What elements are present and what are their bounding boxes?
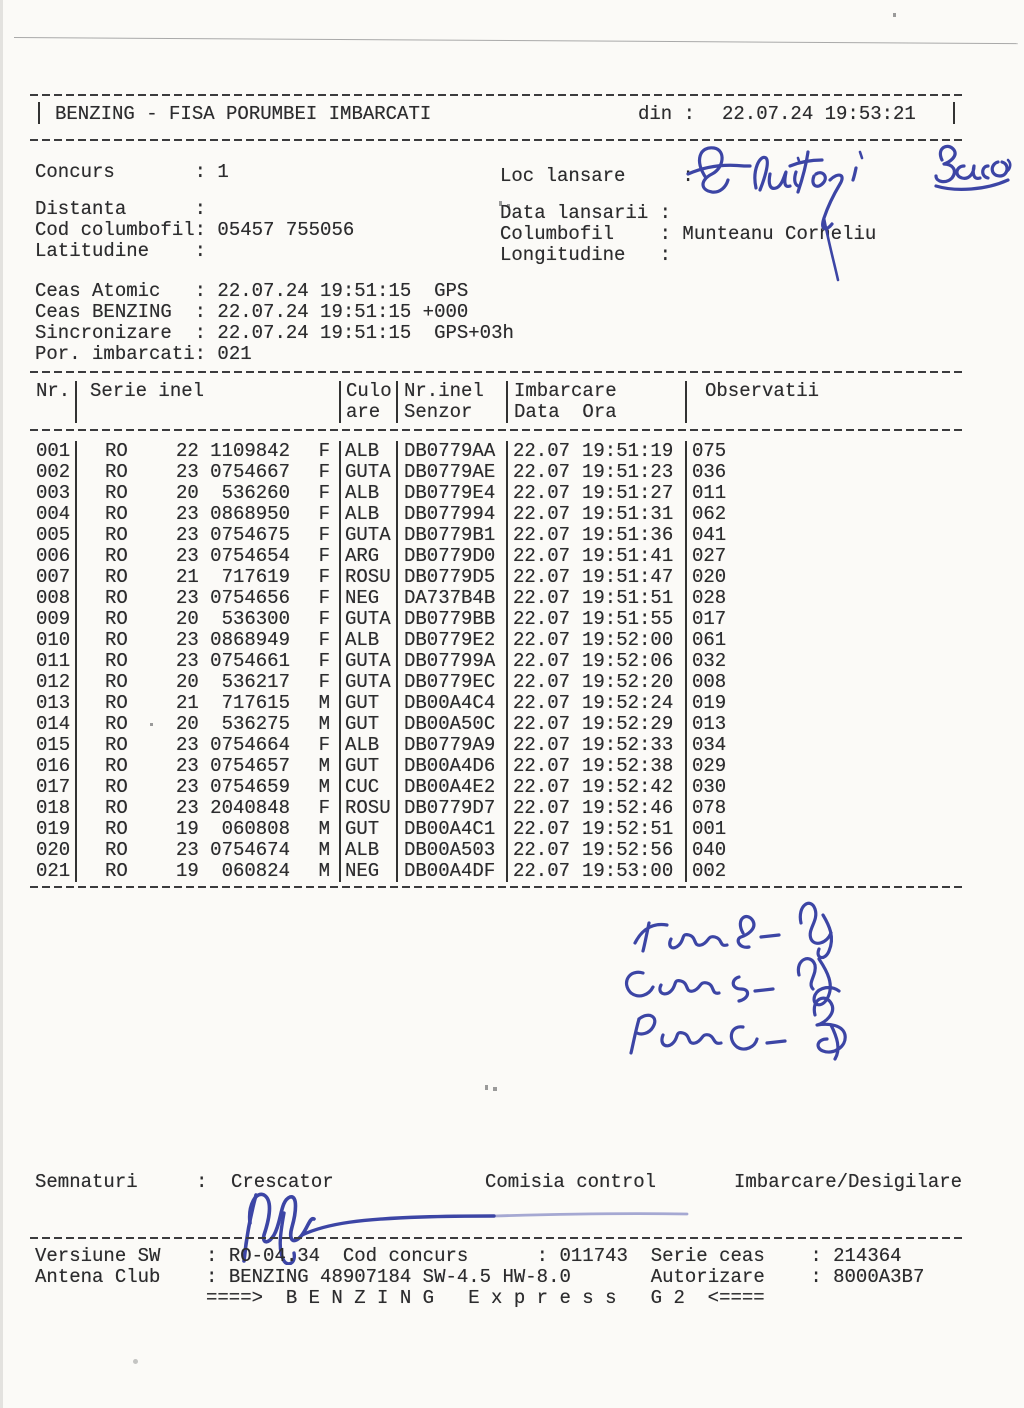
row-serie-inel bbox=[77, 672, 341, 693]
row-serie-inel bbox=[77, 525, 341, 546]
row-serie-inel bbox=[77, 756, 341, 777]
crescator-label: Crescator bbox=[231, 1171, 334, 1193]
row-serie-inel bbox=[77, 630, 341, 651]
row-observatii: 075 bbox=[692, 440, 727, 462]
row-sensor-id: DB0779D0 bbox=[398, 546, 508, 567]
row-sensor-id: DB0779BB bbox=[398, 609, 508, 630]
row-imbarcare-datetime bbox=[508, 525, 687, 546]
longitudine-field: Longitudine : bbox=[500, 244, 672, 266]
pigeon-sex: F bbox=[318, 734, 330, 756]
row-nr: 001 bbox=[35, 441, 77, 462]
imbarcare-time: 19:51:51 bbox=[582, 587, 674, 609]
imbarcare-time: 19:51:55 bbox=[582, 608, 674, 630]
row-imbarcare-datetime bbox=[508, 483, 687, 504]
din-label: din : bbox=[638, 103, 696, 125]
row-serie-inel bbox=[77, 546, 341, 567]
row-color: GUT bbox=[341, 756, 398, 777]
pigeon-sex: M bbox=[318, 776, 330, 798]
row-color: ALB bbox=[341, 840, 398, 861]
row-sensor-id: DB0779EC bbox=[398, 672, 508, 693]
ring-country: RO bbox=[105, 503, 128, 525]
row-nr: 017 bbox=[35, 777, 77, 798]
imbarcare-date: 22.07 bbox=[513, 734, 571, 756]
row-color: CUC bbox=[341, 777, 398, 798]
row-observatii: 019 bbox=[692, 692, 727, 714]
row-nr: 012 bbox=[35, 672, 77, 693]
row-sensor-id: DB00A4C1 bbox=[398, 819, 508, 840]
row-color: ALB bbox=[341, 483, 398, 504]
ring-country: RO bbox=[105, 839, 128, 861]
imbarcare-date: 22.07 bbox=[513, 482, 571, 504]
row-observatii: 078 bbox=[692, 797, 727, 819]
row-sensor-id: DB00A4C4 bbox=[398, 693, 508, 714]
imbarcare-time: 19:53:00 bbox=[582, 860, 674, 882]
row-serie-inel bbox=[77, 567, 341, 588]
imbarcare-time: 19:51:23 bbox=[582, 461, 674, 483]
separator-dashes bbox=[30, 429, 962, 431]
columbofil-field: Columbofil : Munteanu Corneliu bbox=[500, 223, 877, 245]
handwritten-notes bbox=[615, 895, 915, 1065]
latitudine-field: Latitudine : bbox=[35, 240, 207, 262]
loc-lansare-field: Loc lansare : bbox=[500, 165, 694, 187]
sincronizare-field: Sincronizare : 22.07.24 19:51:15 GPS+03h bbox=[35, 322, 514, 344]
row-observatii: 040 bbox=[692, 839, 727, 861]
row-serie-inel bbox=[77, 714, 341, 735]
ring-number: 23 0868949 bbox=[175, 629, 290, 651]
imbarcare-time: 19:52:56 bbox=[582, 839, 674, 861]
imbarcare-time: 19:51:41 bbox=[582, 545, 674, 567]
benzing-express-line: ====> B E N Z I N G E x p r e s s G 2 <==== bbox=[206, 1287, 765, 1309]
ring-number: 19 060824 bbox=[175, 860, 290, 882]
row-sensor-id: DB00A4E2 bbox=[398, 777, 508, 798]
table-row bbox=[35, 672, 740, 693]
handwritten-loc-lansare bbox=[686, 140, 1016, 285]
row-color: ROSU bbox=[341, 798, 398, 819]
col-header-nr-inel-senzor: Nr.inel Senzor bbox=[398, 381, 508, 423]
col-header-culoare: Culo are bbox=[341, 381, 398, 423]
ring-country: RO bbox=[105, 440, 128, 462]
cod-columbofil-field: Cod columbofil: 05457 755056 bbox=[35, 219, 355, 241]
semnaturi-colon: : bbox=[196, 1171, 208, 1193]
pigeon-sex: F bbox=[318, 440, 330, 462]
pigeon-sex: F bbox=[318, 650, 330, 672]
ring-number: 23 0754674 bbox=[175, 839, 290, 861]
row-color: GUT bbox=[341, 693, 398, 714]
row-color: NEG bbox=[341, 861, 398, 882]
row-color: GUTA bbox=[341, 462, 398, 483]
row-sensor-id: DB077994 bbox=[398, 504, 508, 525]
pigeon-sex: F bbox=[318, 524, 330, 546]
imbarcare-time: 19:52:42 bbox=[582, 776, 674, 798]
title-border-right bbox=[953, 102, 955, 124]
row-color: ARG bbox=[341, 546, 398, 567]
imbarcare-date: 22.07 bbox=[513, 524, 571, 546]
row-sensor-id: DB0779A9 bbox=[398, 735, 508, 756]
row-observatii: 008 bbox=[692, 671, 727, 693]
row-imbarcare-datetime bbox=[508, 861, 687, 882]
imbarcare-date: 22.07 bbox=[513, 440, 571, 462]
ring-country: RO bbox=[105, 776, 128, 798]
row-imbarcare-datetime bbox=[508, 714, 687, 735]
pigeon-sex: F bbox=[318, 461, 330, 483]
ring-number: 23 0754664 bbox=[175, 734, 290, 756]
imbarcare-time: 19:51:36 bbox=[582, 524, 674, 546]
row-serie-inel bbox=[77, 840, 341, 861]
row-serie-inel bbox=[77, 462, 341, 483]
imbarcare-date: 22.07 bbox=[513, 797, 571, 819]
ring-number: 23 0754657 bbox=[175, 755, 290, 777]
row-imbarcare-datetime bbox=[508, 798, 687, 819]
ring-number: 20 536275 bbox=[175, 713, 290, 735]
data-lansarii-field: Data lansarii : bbox=[500, 202, 672, 224]
row-sensor-id: DB0779AE bbox=[398, 462, 508, 483]
row-nr: 019 bbox=[35, 819, 77, 840]
imbarcare-date: 22.07 bbox=[513, 566, 571, 588]
row-serie-inel bbox=[77, 609, 341, 630]
row-sensor-id: DB00A4D6 bbox=[398, 756, 508, 777]
table-row bbox=[35, 588, 740, 609]
row-imbarcare-datetime bbox=[508, 777, 687, 798]
semnaturi-label: Semnaturi bbox=[35, 1171, 138, 1193]
table-row bbox=[35, 735, 740, 756]
row-imbarcare-datetime bbox=[508, 693, 687, 714]
ring-country: RO bbox=[105, 692, 128, 714]
imbarcare-time: 19:52:00 bbox=[582, 629, 674, 651]
row-color: ALB bbox=[341, 504, 398, 525]
row-serie-inel bbox=[77, 693, 341, 714]
table-row bbox=[35, 609, 740, 630]
ring-country: RO bbox=[105, 608, 128, 630]
table-row bbox=[35, 441, 740, 462]
row-imbarcare-datetime bbox=[508, 672, 687, 693]
row-serie-inel bbox=[77, 798, 341, 819]
row-observatii: 028 bbox=[692, 587, 727, 609]
imbarcare-time: 19:52:38 bbox=[582, 755, 674, 777]
table-row bbox=[35, 777, 740, 798]
pigeon-sex: F bbox=[318, 545, 330, 567]
ring-country: RO bbox=[105, 524, 128, 546]
row-serie-inel bbox=[77, 861, 341, 882]
pigeon-sex: F bbox=[318, 587, 330, 609]
row-sensor-id: DA737B4B bbox=[398, 588, 508, 609]
ring-number: 20 536260 bbox=[175, 482, 290, 504]
pigeon-sex: F bbox=[318, 566, 330, 588]
row-color: GUTA bbox=[341, 651, 398, 672]
table-row bbox=[35, 798, 740, 819]
din-timestamp: 22.07.24 19:53:21 bbox=[722, 103, 916, 125]
row-imbarcare-datetime bbox=[508, 546, 687, 567]
scan-speck bbox=[893, 13, 896, 17]
row-observatii: 061 bbox=[692, 629, 727, 651]
row-color: ALB bbox=[341, 630, 398, 651]
table-row bbox=[35, 651, 740, 672]
imbarcare-time: 19:52:24 bbox=[582, 692, 674, 714]
ring-number: 21 717615 bbox=[175, 692, 290, 714]
imbarcare-date: 22.07 bbox=[513, 629, 571, 651]
row-imbarcare-datetime bbox=[508, 462, 687, 483]
pigeon-sex: F bbox=[318, 482, 330, 504]
ring-country: RO bbox=[105, 566, 128, 588]
row-sensor-id: DB0779E4 bbox=[398, 483, 508, 504]
separator-dashes bbox=[30, 1237, 962, 1239]
imbarcare-time: 19:51:47 bbox=[582, 566, 674, 588]
row-imbarcare-datetime bbox=[508, 651, 687, 672]
row-imbarcare-datetime bbox=[508, 630, 687, 651]
ring-country: RO bbox=[105, 797, 128, 819]
row-sensor-id: DB00A4DF bbox=[398, 861, 508, 882]
ring-number: 23 0868950 bbox=[175, 503, 290, 525]
row-observatii: 020 bbox=[692, 566, 727, 588]
row-color: ALB bbox=[341, 735, 398, 756]
row-imbarcare-datetime bbox=[508, 504, 687, 525]
row-nr: 010 bbox=[35, 630, 77, 651]
imbarcare-time: 19:51:27 bbox=[582, 482, 674, 504]
comisia-control-label: Comisia control bbox=[485, 1171, 657, 1193]
table-row bbox=[35, 756, 740, 777]
imbarcare-time: 19:51:31 bbox=[582, 503, 674, 525]
ring-country: RO bbox=[105, 629, 128, 651]
row-observatii: 062 bbox=[692, 503, 727, 525]
ring-number: 23 0754659 bbox=[175, 776, 290, 798]
row-nr: 008 bbox=[35, 588, 77, 609]
row-nr: 009 bbox=[35, 609, 77, 630]
ring-number: 20 536300 bbox=[175, 608, 290, 630]
row-serie-inel bbox=[77, 504, 341, 525]
row-color: GUTA bbox=[341, 609, 398, 630]
row-sensor-id: DB07799A bbox=[398, 651, 508, 672]
ring-country: RO bbox=[105, 671, 128, 693]
row-sensor-id: DB0779D7 bbox=[398, 798, 508, 819]
imbarcare-time: 19:52:46 bbox=[582, 797, 674, 819]
table-row bbox=[35, 483, 740, 504]
ring-number: 23 0754654 bbox=[175, 545, 290, 567]
row-imbarcare-datetime bbox=[508, 609, 687, 630]
imbarcare-time: 19:52:29 bbox=[582, 713, 674, 735]
pigeon-sex: F bbox=[318, 671, 330, 693]
row-color: GUT bbox=[341, 819, 398, 840]
row-sensor-id: DB0779D5 bbox=[398, 567, 508, 588]
row-observatii: 017 bbox=[692, 608, 727, 630]
versiune-sw-line: Versiune SW : RO-04.34 Cod concurs : 011743 Serie ceas : 214364 bbox=[35, 1245, 902, 1267]
row-nr: 002 bbox=[35, 462, 77, 483]
row-imbarcare-datetime bbox=[508, 567, 687, 588]
row-observatii: 029 bbox=[692, 755, 727, 777]
imbarcare-date: 22.07 bbox=[513, 587, 571, 609]
imbarcare-time: 19:52:33 bbox=[582, 734, 674, 756]
ring-country: RO bbox=[105, 818, 128, 840]
pigeon-sex: M bbox=[318, 860, 330, 882]
pigeon-sex: F bbox=[318, 629, 330, 651]
row-sensor-id: DB0779B1 bbox=[398, 525, 508, 546]
antena-club-line: Antena Club : BENZING 48907184 SW-4.5 HW-8.0 Autorizare : 8000A3B7 bbox=[35, 1266, 925, 1288]
scan-speck bbox=[493, 1087, 497, 1091]
row-observatii: 041 bbox=[692, 524, 727, 546]
pigeon-sex: M bbox=[318, 755, 330, 777]
table-row bbox=[35, 525, 740, 546]
scan-speck bbox=[485, 1085, 488, 1090]
pigeon-sex: M bbox=[318, 818, 330, 840]
row-nr: 018 bbox=[35, 798, 77, 819]
table-row bbox=[35, 819, 740, 840]
row-nr: 014 bbox=[35, 714, 77, 735]
scan-edge-shadow bbox=[0, 0, 3, 1408]
imbarcare-desigilare-label: Imbarcare/Desigilare bbox=[734, 1171, 963, 1193]
ring-number: 19 060808 bbox=[175, 818, 290, 840]
imbarcare-date: 22.07 bbox=[513, 503, 571, 525]
row-observatii: 027 bbox=[692, 545, 727, 567]
ring-country: RO bbox=[105, 860, 128, 882]
por-imbarcati-field: Por. imbarcati: 021 bbox=[35, 343, 252, 365]
row-imbarcare-datetime bbox=[508, 840, 687, 861]
row-sensor-id: DB00A50C bbox=[398, 714, 508, 735]
imbarcare-time: 19:52:20 bbox=[582, 671, 674, 693]
report-title: BENZING - FISA PORUMBEI IMBARCATI bbox=[55, 103, 432, 125]
ring-number: 22 1109842 bbox=[175, 440, 290, 462]
row-imbarcare-datetime bbox=[508, 441, 687, 462]
row-nr: 015 bbox=[35, 735, 77, 756]
row-nr: 011 bbox=[35, 651, 77, 672]
row-nr: 006 bbox=[35, 546, 77, 567]
table-row bbox=[35, 546, 740, 567]
table-row bbox=[35, 462, 740, 483]
scan-artifact-line bbox=[14, 37, 1018, 44]
title-border-left bbox=[38, 102, 40, 124]
concurs-field: Concurs : 1 bbox=[35, 161, 229, 183]
table-row bbox=[35, 504, 740, 525]
row-nr: 016 bbox=[35, 756, 77, 777]
imbarcare-time: 19:52:51 bbox=[582, 818, 674, 840]
ring-number: 20 536217 bbox=[175, 671, 290, 693]
table-row bbox=[35, 567, 740, 588]
ring-country: RO bbox=[105, 587, 128, 609]
pigeon-sex: F bbox=[318, 797, 330, 819]
row-serie-inel bbox=[77, 651, 341, 672]
row-color: ROSU bbox=[341, 567, 398, 588]
distanta-field: Distanta : bbox=[35, 198, 207, 220]
table-header bbox=[35, 380, 820, 423]
imbarcare-time: 19:51:19 bbox=[582, 440, 674, 462]
row-nr: 007 bbox=[35, 567, 77, 588]
row-nr: 005 bbox=[35, 525, 77, 546]
ring-number: 21 717619 bbox=[175, 566, 290, 588]
col-header-serie-inel: Serie inel bbox=[77, 381, 341, 423]
row-serie-inel bbox=[77, 735, 341, 756]
row-sensor-id: DB0779E2 bbox=[398, 630, 508, 651]
row-color: NEG bbox=[341, 588, 398, 609]
ring-number: 23 0754675 bbox=[175, 524, 290, 546]
imbarcare-date: 22.07 bbox=[513, 692, 571, 714]
separator-dashes bbox=[30, 94, 962, 96]
imbarcare-date: 22.07 bbox=[513, 818, 571, 840]
imbarcare-date: 22.07 bbox=[513, 776, 571, 798]
ring-country: RO bbox=[105, 734, 128, 756]
row-observatii: 013 bbox=[692, 713, 727, 735]
imbarcare-date: 22.07 bbox=[513, 650, 571, 672]
row-observatii: 032 bbox=[692, 650, 727, 672]
imbarcare-date: 22.07 bbox=[513, 755, 571, 777]
row-serie-inel bbox=[77, 777, 341, 798]
row-serie-inel bbox=[77, 441, 341, 462]
ring-country: RO bbox=[105, 545, 128, 567]
table-row bbox=[35, 840, 740, 861]
row-nr: 021 bbox=[35, 861, 77, 882]
row-imbarcare-datetime bbox=[508, 735, 687, 756]
ring-country: RO bbox=[105, 482, 128, 504]
row-observatii: 001 bbox=[692, 818, 727, 840]
pigeon-sex: F bbox=[318, 608, 330, 630]
separator-dashes bbox=[30, 886, 962, 888]
row-nr: 003 bbox=[35, 483, 77, 504]
row-nr: 013 bbox=[35, 693, 77, 714]
row-nr: 004 bbox=[35, 504, 77, 525]
imbarcare-date: 22.07 bbox=[513, 713, 571, 735]
scan-speck bbox=[133, 1359, 138, 1364]
row-serie-inel bbox=[77, 588, 341, 609]
row-color: GUTA bbox=[341, 672, 398, 693]
row-imbarcare-datetime bbox=[508, 756, 687, 777]
ring-number: 23 0754661 bbox=[175, 650, 290, 672]
row-serie-inel bbox=[77, 819, 341, 840]
row-serie-inel bbox=[77, 483, 341, 504]
row-observatii: 036 bbox=[692, 461, 727, 483]
imbarcare-date: 22.07 bbox=[513, 839, 571, 861]
pigeon-sex: M bbox=[318, 692, 330, 714]
row-observatii: 002 bbox=[692, 860, 727, 882]
table-row bbox=[35, 693, 740, 714]
row-observatii: 030 bbox=[692, 776, 727, 798]
separator-dashes bbox=[30, 371, 962, 373]
pigeon-sex: M bbox=[318, 713, 330, 735]
imbarcare-date: 22.07 bbox=[513, 608, 571, 630]
ring-number: 23 0754667 bbox=[175, 461, 290, 483]
ring-country: RO bbox=[105, 650, 128, 672]
ring-country: RO bbox=[105, 461, 128, 483]
row-nr: 020 bbox=[35, 840, 77, 861]
table-row bbox=[35, 861, 740, 882]
ceas-atomic-field: Ceas Atomic : 22.07.24 19:51:15 GPS bbox=[35, 280, 469, 302]
imbarcare-date: 22.07 bbox=[513, 545, 571, 567]
row-sensor-id: DB00A503 bbox=[398, 840, 508, 861]
imbarcare-date: 22.07 bbox=[513, 860, 571, 882]
row-color: ALB bbox=[341, 441, 398, 462]
row-color: GUTA bbox=[341, 525, 398, 546]
pigeon-sex: F bbox=[318, 503, 330, 525]
row-imbarcare-datetime bbox=[508, 819, 687, 840]
row-observatii: 011 bbox=[692, 482, 727, 504]
imbarcare-date: 22.07 bbox=[513, 671, 571, 693]
ring-country: RO bbox=[105, 755, 128, 777]
table-body bbox=[35, 441, 740, 882]
pigeon-sex: M bbox=[318, 839, 330, 861]
imbarcare-date: 22.07 bbox=[513, 461, 571, 483]
ring-number: 23 2040848 bbox=[175, 797, 290, 819]
row-observatii: 034 bbox=[692, 734, 727, 756]
ceas-benzing-field: Ceas BENZING : 22.07.24 19:51:15 +000 bbox=[35, 301, 469, 323]
row-imbarcare-datetime bbox=[508, 588, 687, 609]
ring-country: RO bbox=[105, 713, 128, 735]
ring-number: 23 0754656 bbox=[175, 587, 290, 609]
imbarcare-time: 19:52:06 bbox=[582, 650, 674, 672]
row-color: GUT bbox=[341, 714, 398, 735]
table-row bbox=[35, 630, 740, 651]
col-header-observatii: Observatii bbox=[705, 380, 820, 402]
table-row bbox=[35, 714, 740, 735]
row-sensor-id: DB0779AA bbox=[398, 441, 508, 462]
col-header-nr: Nr. bbox=[35, 381, 77, 423]
col-header-imbarcare: Imbarcare Data Ora bbox=[508, 381, 687, 423]
